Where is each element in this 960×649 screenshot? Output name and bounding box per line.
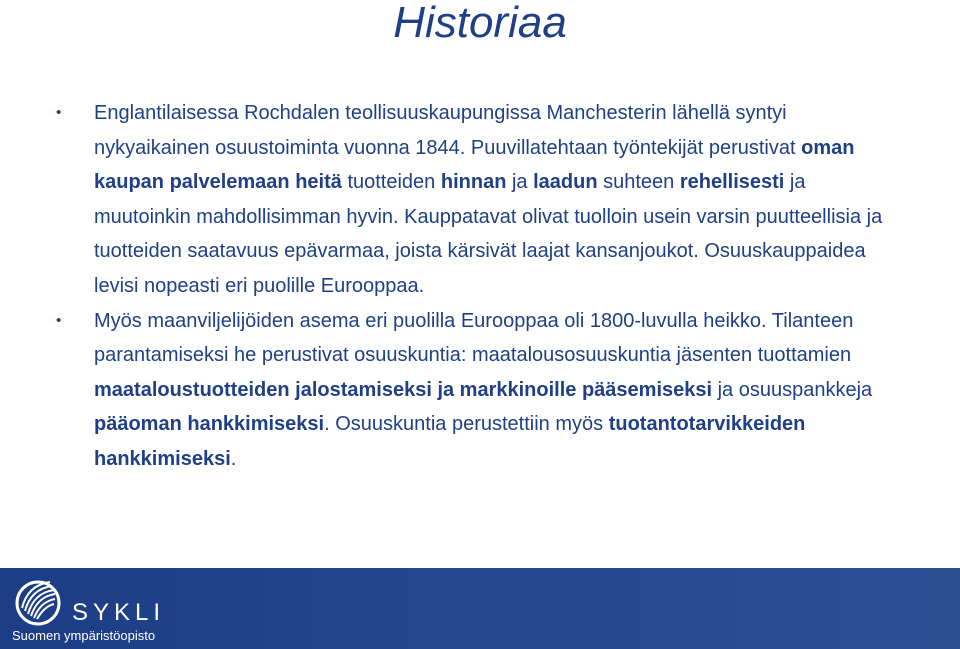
logo-name: SYKLI <box>72 599 166 626</box>
text-run: Englantilaisessa Rochdalen teollisuuskaupungissa Manchesterin lähellä syntyi nykyaikainen osuustoiminta vuonna 1844. Puuvillatehtaan työntekijät perustivat <box>94 102 802 159</box>
bullet-list <box>0 96 960 477</box>
text-run: ja <box>506 171 534 194</box>
text-run: suhteen <box>597 171 680 194</box>
logo-tagline: Suomen ympäristöopisto <box>12 628 156 643</box>
text-run: . Osuuskuntia perustettiin myös <box>324 413 609 436</box>
bold-phrase: rehellisesti <box>679 171 785 194</box>
text-run: ja muutoinkin mahdollisimman hyvin. Kauppatavat olivat tuolloin usein varsin puutteellisia ja tuotteiden saatavuus epävarmaa, joista kärsivät laajat kansanjoukot. Osuuskauppaidea levisi nopeasti eri puolille Eurooppaa. <box>94 171 883 297</box>
bullet-text <box>94 96 894 304</box>
bold-phrase: laadun <box>533 171 598 194</box>
bold-phrase: pääoman hankkimiseksi <box>94 413 325 436</box>
bold-phrase: maataloustuotteiden jalostamiseksi ja markkinoille pääsemiseksi <box>94 378 713 401</box>
bold-phrase: hinnan <box>440 171 507 194</box>
bullet-dot: • <box>56 104 62 121</box>
slide-title: Historiaa <box>393 0 567 47</box>
bullet-text <box>94 304 894 477</box>
bullet-dot: • <box>56 311 62 329</box>
sykli-logo <box>12 574 166 646</box>
text-run: Myös maanviljelijöiden asema eri puolilla Eurooppaa oli 1800-luvulla heikko. Tilanteen parantamiseksi he perustivat osuuskuntia: maatalousosuuskuntia jäsenten tuottamien <box>94 309 854 367</box>
bullet-item <box>0 96 894 304</box>
text-run: . <box>230 447 237 470</box>
text-run: tuotteiden <box>341 171 441 194</box>
bullet-item <box>0 304 894 477</box>
text-run: ja osuuspankkeja <box>712 378 873 401</box>
bold-phrase: oman kaupan palvelemaan heitä <box>94 136 855 194</box>
sykli-wave-logo-icon <box>12 574 68 630</box>
bold-phrase: tuotantotarvikkeiden hankkimiseksi <box>94 413 806 470</box>
